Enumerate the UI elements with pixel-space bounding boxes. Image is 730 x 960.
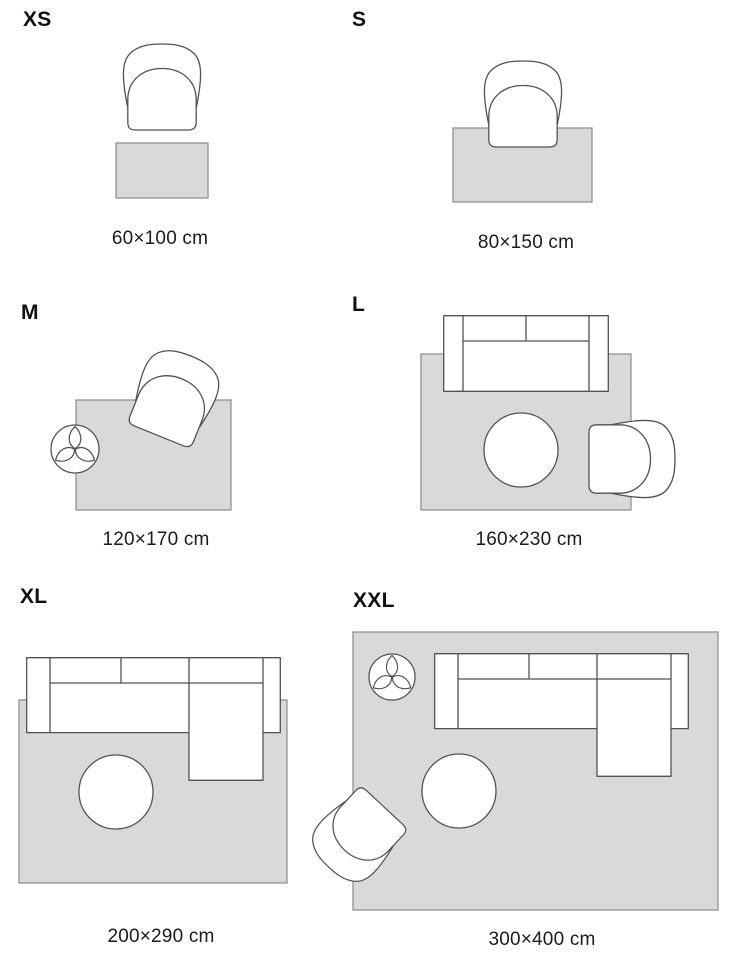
plant-icon <box>51 425 99 473</box>
size-label-l: L <box>352 293 366 316</box>
scene-m <box>51 342 231 510</box>
armchair-icon <box>589 420 675 497</box>
dimension-label-xl: 200×290 cm <box>107 926 215 947</box>
scene-xxl <box>302 632 718 910</box>
pouf-icon <box>422 754 496 828</box>
dimension-label-xs: 60×100 cm <box>111 228 209 249</box>
scene-s <box>453 61 592 202</box>
dimension-label-m: 120×170 cm <box>102 529 210 550</box>
dimension-label-s: 80×150 cm <box>477 232 575 253</box>
plant-icon <box>369 654 415 700</box>
pouf-icon <box>484 413 558 487</box>
scene-xl <box>19 658 287 883</box>
rug-icon <box>116 143 208 198</box>
dimension-label-xxl: 300×400 cm <box>488 929 596 950</box>
armchair-icon <box>484 61 561 147</box>
scene-xs <box>116 44 208 198</box>
scene-l <box>421 316 675 510</box>
pouf-icon <box>79 755 153 829</box>
size-label-m: M <box>21 301 39 324</box>
dimension-label-l: 160×230 cm <box>475 529 583 550</box>
size-label-s: S <box>352 8 367 31</box>
size-label-xs: XS <box>23 8 52 31</box>
size-label-xxl: XXL <box>353 589 395 612</box>
armchair-icon <box>123 44 200 130</box>
sofa-icon <box>444 316 609 392</box>
size-label-xl: XL <box>20 585 48 608</box>
